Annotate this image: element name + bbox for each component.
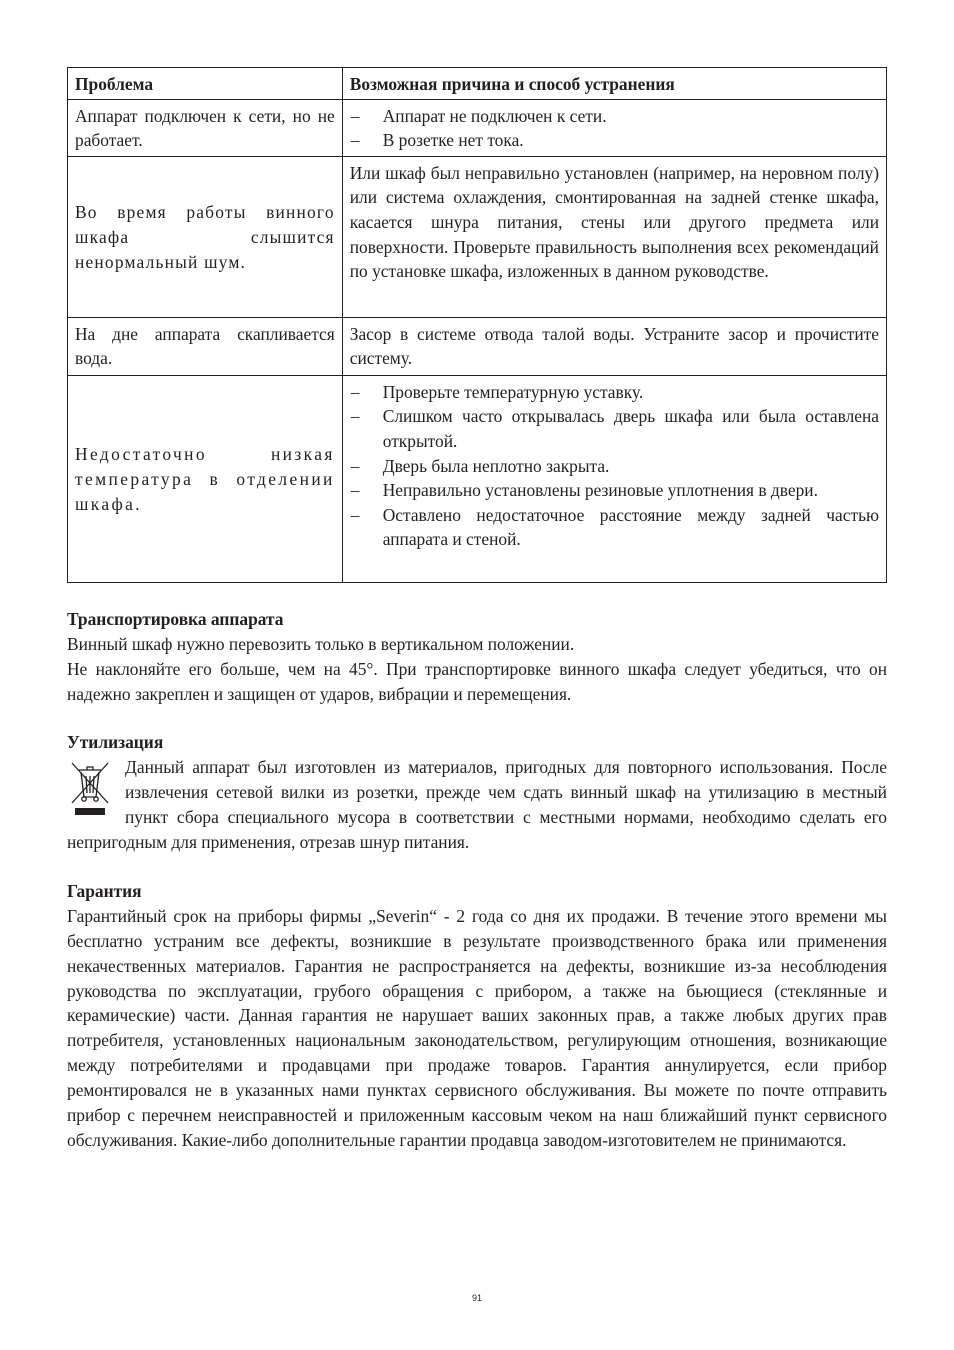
cause-cell: Или шкаф был неправильно установлен (например, на неровном полу) или система охлаждения, смонтированная на задней стенке шкафа, касается шнура питания, стены или другого предмета или поверхности. Проверьте правильность выполнения всех рекомендаций по установке шкафа, изложенных в данном руководстве.	[342, 156, 886, 317]
transport-section	[67, 607, 887, 707]
table-header-row	[68, 68, 887, 100]
warranty-section	[67, 879, 887, 1153]
disposal-section	[67, 730, 887, 855]
problem-cell: На дне аппарата скапливается вода.	[68, 317, 343, 375]
problem-cell: Недостаточно низкая температура в отделении шкафа.	[68, 375, 343, 582]
table-row	[68, 156, 887, 317]
table-row	[68, 317, 887, 375]
cause-item: – Слишком часто открывалась дверь шкафа или была оставлена открытой.	[350, 404, 879, 453]
cause-item: – Неправильно установлены резиновые уплотнения в двери.	[350, 478, 879, 503]
disposal-body	[67, 755, 887, 855]
page-number: 91	[471, 1293, 482, 1303]
cause-item: – Проверьте температурную уставку.	[350, 380, 879, 405]
troubleshooting-table	[67, 67, 887, 583]
cause-item: – Аппарат не подключен к сети.	[350, 104, 879, 129]
cause-cell: Засор в системе отвода талой воды. Устраните засор и прочистите систему.	[342, 317, 886, 375]
header-problem: Проблема	[68, 68, 343, 100]
cause-cell	[342, 375, 886, 582]
table-row	[68, 99, 887, 156]
transport-paragraph-2: Не наклоняйте его больше, чем на 45°. При транспортировке винного шкафа следует убедиться, что он надежно закреплен и защищен от ударов, вибрации и перемещения.	[67, 658, 887, 704]
warranty-title: Гарантия	[67, 880, 142, 901]
transport-title: Транспортировка аппарата	[67, 608, 284, 629]
problem-cell: Во время работы винного шкафа слышится ненормальный шум.	[68, 156, 343, 317]
weee-crossed-bin-icon	[67, 757, 113, 819]
problem-cell: Аппарат подключен к сети, но не работает.	[68, 99, 343, 156]
cause-cell	[342, 99, 886, 156]
disposal-title: Утилизация	[67, 732, 164, 753]
transport-paragraph-1: Винный шкаф нужно перевозить только в вертикальном положении.	[67, 633, 575, 654]
warranty-text: Гарантийный срок на приборы фирмы „Severin“ - 2 года со дня их продажи. В течение этого времени мы бесплатно устраним все дефекты, возникшие в результате производственного брака или применения некачественных материалов. Гарантия не распространяется на дефекты, возникшие из-за несоблюдения руководства по эксплуатации, грубого обращения с прибором, а также на бьющиеся (стеклянные и керамические) части. Данная гарантия не нарушает ваших законных прав, а также любых других прав потребителя, установленных национальным законодательством, регулирующим отношения, возникающие между потребителями и продавцами при продаже товаров. Гарантия аннулируется, если прибор ремонтировался не в указанных нами пунктах сервисного обслуживания. Вы можете по почте отправить прибор с перечнем неисправностей и приложенным кассовым чеком на наш ближайший пункт сервисного обслуживания. Какие-либо дополнительные гарантии продавца заводом-изготовителем не принимаются.	[67, 905, 887, 1150]
header-cause: Возможная причина и способ устранения	[342, 68, 886, 100]
cause-item: – Дверь была неплотно закрыта.	[350, 454, 879, 479]
disposal-text: Данный аппарат был изготовлен из материалов, пригодных для повторного использования. После извлечения сетевой вилки из розетки, прежде чем сдать винный шкаф на утилизацию в местный пункт сбора специального мусора в соответствии с местными нормами, необходимо сделать его непригодным для применения, отрезав шнур питания.	[67, 757, 887, 853]
cause-item: – В розетке нет тока.	[350, 128, 879, 153]
table-row	[68, 375, 887, 582]
cause-item: – Оставлено недостаточное расстояние между задней частью аппарата и стеной.	[350, 503, 879, 552]
page-content	[67, 67, 887, 1153]
